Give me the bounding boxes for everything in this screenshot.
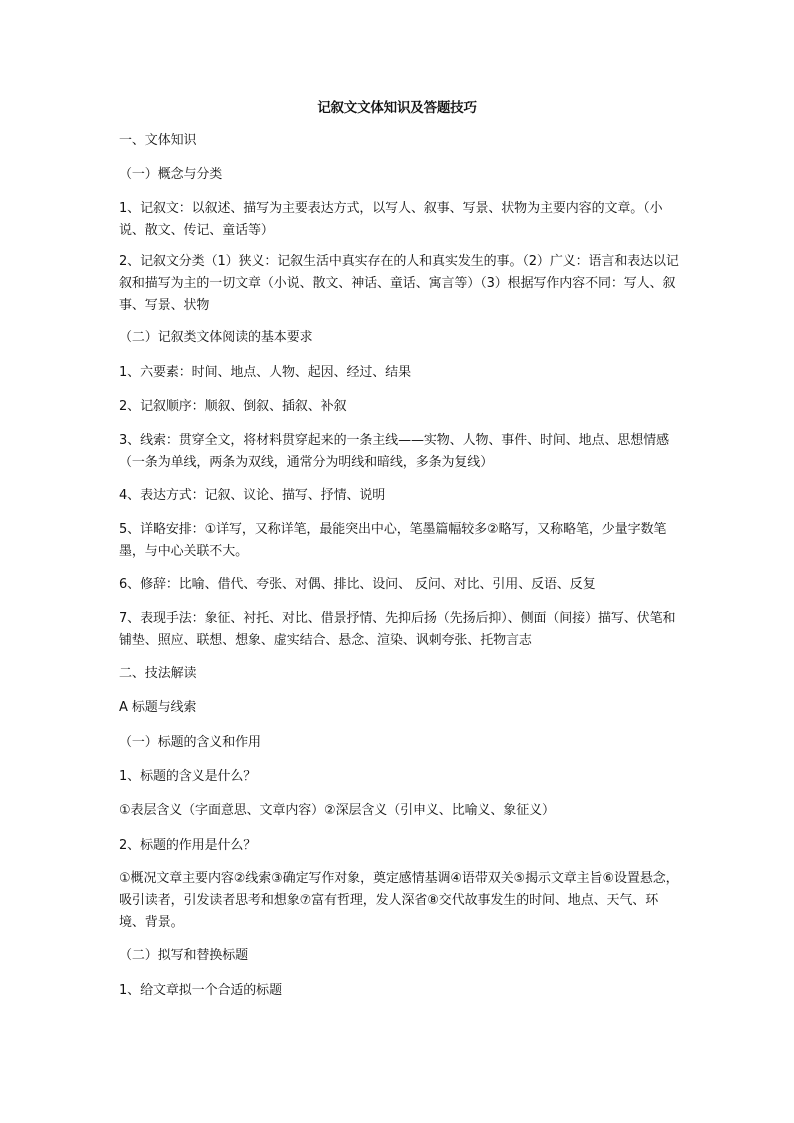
subsection-heading-gainian: （一）概念与分类 (119, 167, 223, 182)
subsection-heading-title-meaning: （一）标题的含义和作用 (119, 735, 261, 750)
paragraph-six-elements: 1、六要素：时间、地点、人物、起因、经过、结果 (119, 365, 411, 380)
item-draft-title: 1、给文章拟一个合适的标题 (119, 983, 282, 998)
paragraph-clue: 3、线索：贯穿全文，将材料贯穿起来的一条主线——实物、人物、事件、时间、地点、思想情感（一条为单线，两条为双线，通常分为明线和暗线，多条为复线） (119, 433, 669, 470)
subsection-heading-title-clue: A 标题与线索 (119, 700, 197, 715)
section-heading-wenti-zhishi: 一、文体知识 (119, 133, 197, 148)
paragraph-expression-methods: 4、表达方式：记叙、议论、描写、抒情、说明 (119, 488, 386, 503)
paragraph-jixuwen-definition: 1、记叙文：以叙述、描写为主要表达方式，以写人、叙事、写景、状物为主要内容的文章。（小说、散文、传记、童话等） (119, 201, 663, 238)
question-title-function: 2、标题的作用是什么？ (119, 838, 257, 853)
subsection-heading-write-replace-title: （二）拟写和替换标题 (119, 948, 249, 963)
paragraph-rhetoric: 6、修辞：比喻、借代、夸张、对偶、排比、设问、 反问、对比、引用、反语、反复 (119, 577, 596, 592)
paragraph-detail-arrangement: 5、详略安排：①详写，又称详笔，最能突出中心，笔墨篇幅较多②略写，又称略笔，少量字数笔墨，与中心关联不大。 (119, 522, 667, 559)
section-heading-jifa-jiedu: 二、技法解读 (119, 666, 197, 681)
paragraph-narrative-order: 2、记叙顺序：顺叙、倒叙、插叙、补叙 (119, 399, 347, 414)
paragraph-jixuwen-categories: 2、记叙文分类（1）狭义：记叙生活中真实存在的人和真实发生的事。（2）广义：语言和表达以记叙和描写为主的一切文章（小说、散文、神话、童话、寓言等）（3）根据写作内容不同：写人、叙事、写景、状物 (119, 254, 679, 313)
document-title: 记叙文文体知识及答题技巧 (317, 100, 477, 116)
subsection-heading-basic-requirements: （二）记叙类文体阅读的基本要求 (119, 330, 313, 345)
paragraph-techniques: 7、表现手法：象征、衬托、对比、借景抒情、先抑后扬（先扬后抑）、侧面（间接）描写、伏笔和铺垫、照应、联想、想象、虚实结合、悬念、渲染、讽刺夸张、托物言志 (119, 611, 676, 648)
question-title-meaning: 1、标题的含义是什么？ (119, 769, 257, 784)
answer-title-meaning: ①表层含义（字面意思、文章内容）②深层含义（引申义、比喻义、象征义） (119, 803, 555, 818)
answer-title-function: ①概况文章主要内容②线索③确定写作对象，奠定感情基调④语带双关⑤揭示文章主旨⑥设置悬念，吸引读者，引发读者思考和想象⑦富有哲理，发人深省⑧交代故事发生的时间、地点、天气、环境、背景。 (119, 871, 679, 930)
